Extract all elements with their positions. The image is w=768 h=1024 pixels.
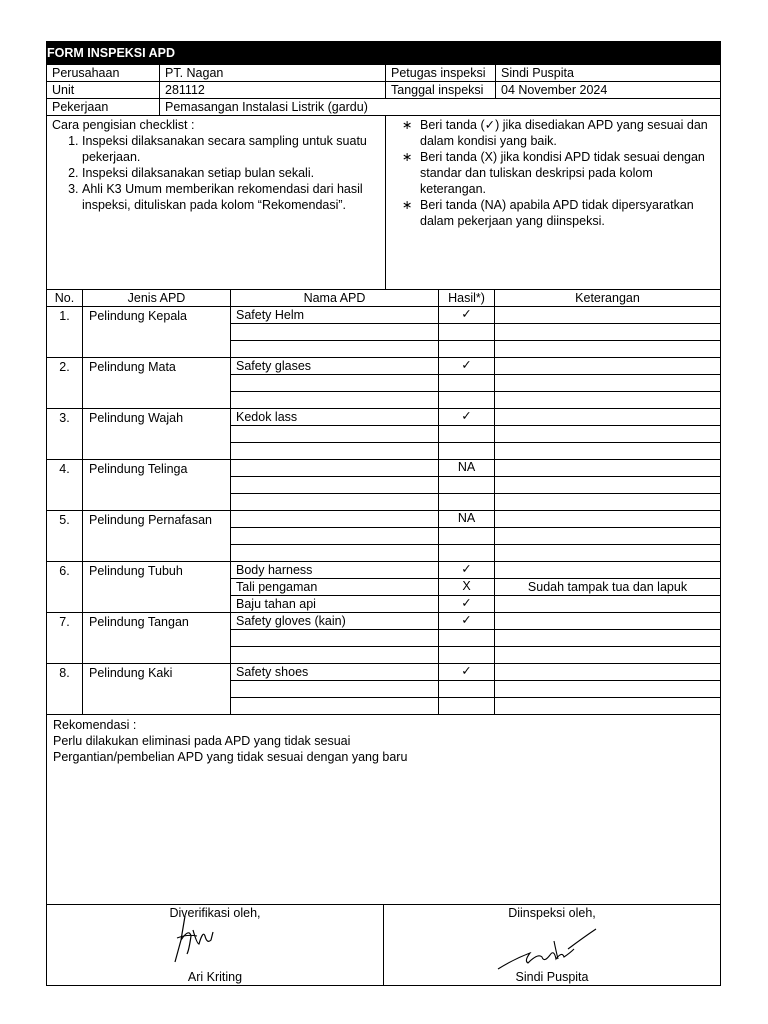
item-hasil <box>439 647 495 663</box>
info-row-unit <box>47 82 720 99</box>
item-number: 6. <box>47 562 83 612</box>
recommendation-line: Pergantian/pembelian APD yang tidak sesuai dengan yang baru <box>53 750 408 764</box>
item-keterangan <box>495 341 720 357</box>
header-no: No. <box>47 290 83 306</box>
inspector-signature-block <box>384 905 720 985</box>
apd-item-row <box>47 511 720 562</box>
item-hasil <box>439 375 495 391</box>
item-keterangan <box>495 375 720 391</box>
item-subrow <box>231 392 720 408</box>
item-nama: Safety gloves (kain) <box>231 613 439 629</box>
instruction-mark <box>402 117 715 149</box>
item-subrow <box>231 341 720 357</box>
item-hasil <box>439 392 495 408</box>
apd-item-row <box>47 460 720 511</box>
item-nama: Body harness <box>231 562 439 578</box>
item-hasil: NA <box>439 460 495 476</box>
item-keterangan <box>495 477 720 493</box>
item-keterangan <box>495 664 720 680</box>
item-nama: Tali pengaman <box>231 579 439 595</box>
item-hasil: ✓ <box>439 664 495 680</box>
inspector-sign-label: Diinspeksi oleh, <box>508 906 596 920</box>
signature-section <box>47 905 720 985</box>
header-keterangan: Keterangan <box>575 291 640 305</box>
item-jenis: Pelindung Wajah <box>83 409 231 459</box>
item-jenis: Pelindung Kaki <box>83 664 231 714</box>
header-hasil: Hasil*) <box>439 290 495 306</box>
item-subrow <box>231 664 720 681</box>
item-subrow <box>231 579 720 596</box>
instruction-step: 1. Inspeksi dilaksanakan secara sampling untuk suatu pekerjaan. <box>82 133 380 165</box>
inspector-label: Petugas inspeksi <box>386 65 496 81</box>
item-hasil <box>439 494 495 510</box>
item-hasil <box>439 545 495 561</box>
item-subrow <box>231 647 720 663</box>
item-nama <box>231 460 439 476</box>
item-nama <box>231 375 439 391</box>
verifier-signature-block <box>47 905 384 985</box>
item-jenis: Pelindung Mata <box>83 358 231 408</box>
verifier-name: Ari Kriting <box>187 970 243 984</box>
instructions-heading: Cara pengisian checklist : <box>52 118 195 132</box>
item-hasil: NA <box>439 511 495 527</box>
apd-item-row <box>47 613 720 664</box>
item-subrow <box>231 324 720 341</box>
item-hasil <box>439 341 495 357</box>
header-jenis: Jenis APD <box>83 290 231 306</box>
instructions-step-list <box>52 133 380 213</box>
unit-label: Unit <box>47 82 160 98</box>
verifier-label: Diverifikasi oleh, <box>169 906 261 920</box>
unit-value: 281112 <box>160 82 386 98</box>
item-subrow <box>231 545 720 561</box>
item-subrow <box>231 426 720 443</box>
item-keterangan <box>495 511 720 527</box>
info-row-job <box>47 99 720 116</box>
instructions-mark-list <box>402 117 715 229</box>
item-nama <box>231 494 439 510</box>
item-nama <box>231 324 439 340</box>
item-keterangan <box>495 681 720 697</box>
asterisk-bullet-icon: ∗ <box>402 150 413 164</box>
item-jenis: Pelindung Pernafasan <box>83 511 231 561</box>
item-subrow <box>231 613 720 630</box>
inspector-value: Sindi Puspita <box>501 66 574 80</box>
item-subrow <box>231 443 720 459</box>
item-subrow <box>231 307 720 324</box>
inspector-sign-name: Sindi Puspita <box>515 970 589 984</box>
item-keterangan <box>495 698 720 714</box>
item-keterangan <box>495 630 720 646</box>
instruction-mark-text: Beri tanda (NA) apabila APD tidak dipersyaratkan dalam pekerjaan yang diinspeksi. <box>420 198 694 228</box>
header-nama: Nama APD <box>231 290 439 306</box>
item-subrow <box>231 562 720 579</box>
item-keterangan <box>495 460 720 476</box>
apd-item-row <box>47 562 720 613</box>
item-keterangan <box>495 443 720 459</box>
apd-item-row <box>47 307 720 358</box>
item-nama <box>231 681 439 697</box>
item-keterangan <box>495 392 720 408</box>
item-number: 2. <box>47 358 83 408</box>
item-nama: Safety Helm <box>231 307 439 323</box>
instruction-mark-text: Beri tanda (X) jika kondisi APD tidak sesuai dengan standar dan tuliskan deskripsi pada kolom keterangan. <box>420 150 705 196</box>
verifier-signature-image <box>167 910 227 970</box>
item-keterangan <box>495 562 720 578</box>
info-row-company <box>47 65 720 82</box>
item-subrow <box>231 477 720 494</box>
item-hasil: ✓ <box>439 358 495 374</box>
item-nama <box>231 545 439 561</box>
item-keterangan <box>495 545 720 561</box>
item-subrow <box>231 596 720 612</box>
item-number: 1. <box>47 307 83 357</box>
item-keterangan: Sudah tampak tua dan lapuk <box>527 580 688 594</box>
recommendation-section <box>47 715 720 905</box>
instructions-steps <box>47 116 386 289</box>
job-label: Pekerjaan <box>47 99 160 115</box>
date-label: Tanggal inspeksi <box>386 82 496 98</box>
item-subrow <box>231 511 720 528</box>
item-keterangan <box>495 647 720 663</box>
item-keterangan <box>495 596 720 612</box>
company-value: PT. Nagan <box>160 65 386 81</box>
item-number: 7. <box>47 613 83 663</box>
item-hasil <box>439 443 495 459</box>
recommendation-line: Perlu dilakukan eliminasi pada APD yang tidak sesuai <box>53 734 351 748</box>
form-title: FORM INSPEKSI APD <box>47 42 720 65</box>
item-nama <box>231 630 439 646</box>
item-jenis: Pelindung Tangan <box>83 613 231 663</box>
item-hasil: ✓ <box>439 307 495 323</box>
item-nama: Safety shoes <box>231 664 439 680</box>
item-hasil <box>439 528 495 544</box>
item-subrow <box>231 630 720 647</box>
item-nama <box>231 392 439 408</box>
item-nama: Baju tahan api <box>231 596 439 612</box>
instruction-mark-text: Beri tanda (✓) jika disediakan APD yang sesuai dan dalam kondisi yang baik. <box>420 118 708 148</box>
item-nama <box>231 647 439 663</box>
inspector-signature-image <box>494 923 604 973</box>
item-jenis: Pelindung Kepala <box>83 307 231 357</box>
item-hasil: ✓ <box>439 613 495 629</box>
item-keterangan <box>495 358 720 374</box>
apd-table-body <box>47 307 720 715</box>
item-hasil: ✓ <box>439 596 495 612</box>
item-hasil <box>439 426 495 442</box>
date-value: 04 November 2024 <box>501 83 608 97</box>
item-keterangan <box>495 307 720 323</box>
table-header <box>47 290 720 307</box>
item-keterangan <box>495 528 720 544</box>
instruction-step: 3. Ahli K3 Umum memberikan rekomendasi dari hasil inspeksi, dituliskan pada kolom “Rekomendasi”. <box>82 181 380 213</box>
item-jenis: Pelindung Telinga <box>83 460 231 510</box>
instruction-step: 2. Inspeksi dilaksanakan setiap bulan sekali. <box>82 165 380 181</box>
job-value: Pemasangan Instalasi Listrik (gardu) <box>165 100 368 114</box>
item-nama <box>231 528 439 544</box>
item-nama <box>231 698 439 714</box>
item-keterangan <box>495 613 720 629</box>
item-nama <box>231 443 439 459</box>
asterisk-bullet-icon: ∗ <box>402 198 413 212</box>
instruction-mark <box>402 197 715 229</box>
instructions-section <box>47 116 720 290</box>
asterisk-bullet-icon: ∗ <box>402 118 413 132</box>
item-hasil: ✓ <box>439 409 495 425</box>
item-subrow <box>231 528 720 545</box>
item-hasil <box>439 698 495 714</box>
instructions-marks <box>386 116 720 289</box>
item-keterangan <box>495 324 720 340</box>
apd-item-row <box>47 664 720 715</box>
item-hasil: ✓ <box>439 562 495 578</box>
item-nama <box>231 341 439 357</box>
apd-inspection-form <box>46 41 721 986</box>
item-subrow <box>231 494 720 510</box>
item-subrow <box>231 409 720 426</box>
item-number: 5. <box>47 511 83 561</box>
item-subrow <box>231 460 720 477</box>
item-hasil <box>439 477 495 493</box>
instruction-mark <box>402 149 715 197</box>
item-subrow <box>231 698 720 714</box>
item-keterangan <box>495 409 720 425</box>
item-nama: Safety glases <box>231 358 439 374</box>
item-nama <box>231 426 439 442</box>
item-number: 3. <box>47 409 83 459</box>
item-keterangan <box>495 426 720 442</box>
item-number: 4. <box>47 460 83 510</box>
item-number: 8. <box>47 664 83 714</box>
apd-item-row <box>47 358 720 409</box>
item-hasil <box>439 324 495 340</box>
apd-item-row <box>47 409 720 460</box>
item-hasil: X <box>439 579 495 595</box>
item-hasil <box>439 681 495 697</box>
item-keterangan <box>495 494 720 510</box>
item-nama: Kedok lass <box>231 409 439 425</box>
item-nama <box>231 477 439 493</box>
item-nama <box>231 511 439 527</box>
item-hasil <box>439 630 495 646</box>
company-label: Perusahaan <box>47 65 160 81</box>
item-subrow <box>231 375 720 392</box>
item-jenis: Pelindung Tubuh <box>83 562 231 612</box>
item-subrow <box>231 358 720 375</box>
item-subrow <box>231 681 720 698</box>
recommendation-label: Rekomendasi : <box>53 718 137 732</box>
